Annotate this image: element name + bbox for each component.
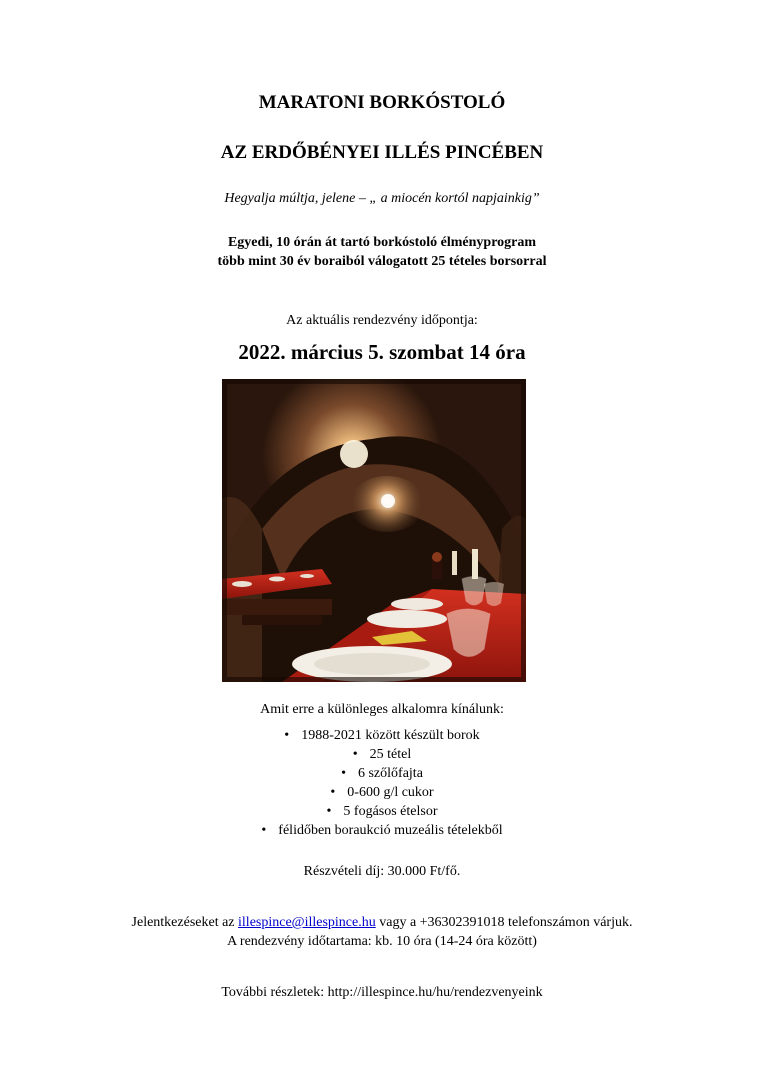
subtitle: Hegyalja múltja, jelene – „ a miocén kortól napjainkig” [224,191,540,206]
list-item: • 25 tétel [352,747,412,762]
price: Részvételi díj: 30.000 Ft/fő. [303,864,461,879]
contact-line [0,915,764,931]
wine-cellar-photo [222,379,526,682]
list-item: • 6 szőlőfajta [341,766,423,781]
bullet-icon: • [330,785,336,800]
intro-line-2: több mint 30 év boraiból válogatott 25 tételes borsorral [217,254,547,269]
event-date: 2022. március 5. szombat 14 óra [238,340,526,364]
title-line-2: AZ ERDŐBÉNYEI ILLÉS PINCÉBEN [220,142,544,163]
bullet-icon: • [284,728,290,743]
bullet-icon: • [261,823,267,838]
intro-line-1: Egyedi, 10 órán át tartó borkóstoló élményprogram [227,235,537,250]
offer-list [0,726,764,840]
list-item: • 1988-2021 között készült borok [284,728,480,743]
list-item: • 0-600 g/l cukor [330,785,434,800]
bullet-icon: • [352,747,358,762]
date-label: Az aktuális rendezvény időpontja: [286,313,478,328]
more-details: További részletek: http://illespince.hu/hu/rendezvenyeink [221,985,543,1000]
bullet-icon: • [341,766,346,781]
email-link[interactable]: illespince@illespince.hu [238,915,376,930]
list-item: • félidőben boraukció muzeális tételekből [261,823,503,838]
contact-suffix: vagy a +36302391018 telefonszámon várjuk. [379,915,633,930]
offer-heading: Amit erre a különleges alkalomra kínálunk: [260,702,504,717]
bullet-icon: • [326,804,332,819]
duration: A rendezvény időtartama: kb. 10 óra (14-24 óra között) [227,934,537,949]
list-item: • 5 fogásos ételsor [326,804,438,819]
contact-prefix: Jelentkezéseket az [131,915,235,930]
title-line-1: MARATONI BORKÓSTOLÓ [258,92,506,113]
